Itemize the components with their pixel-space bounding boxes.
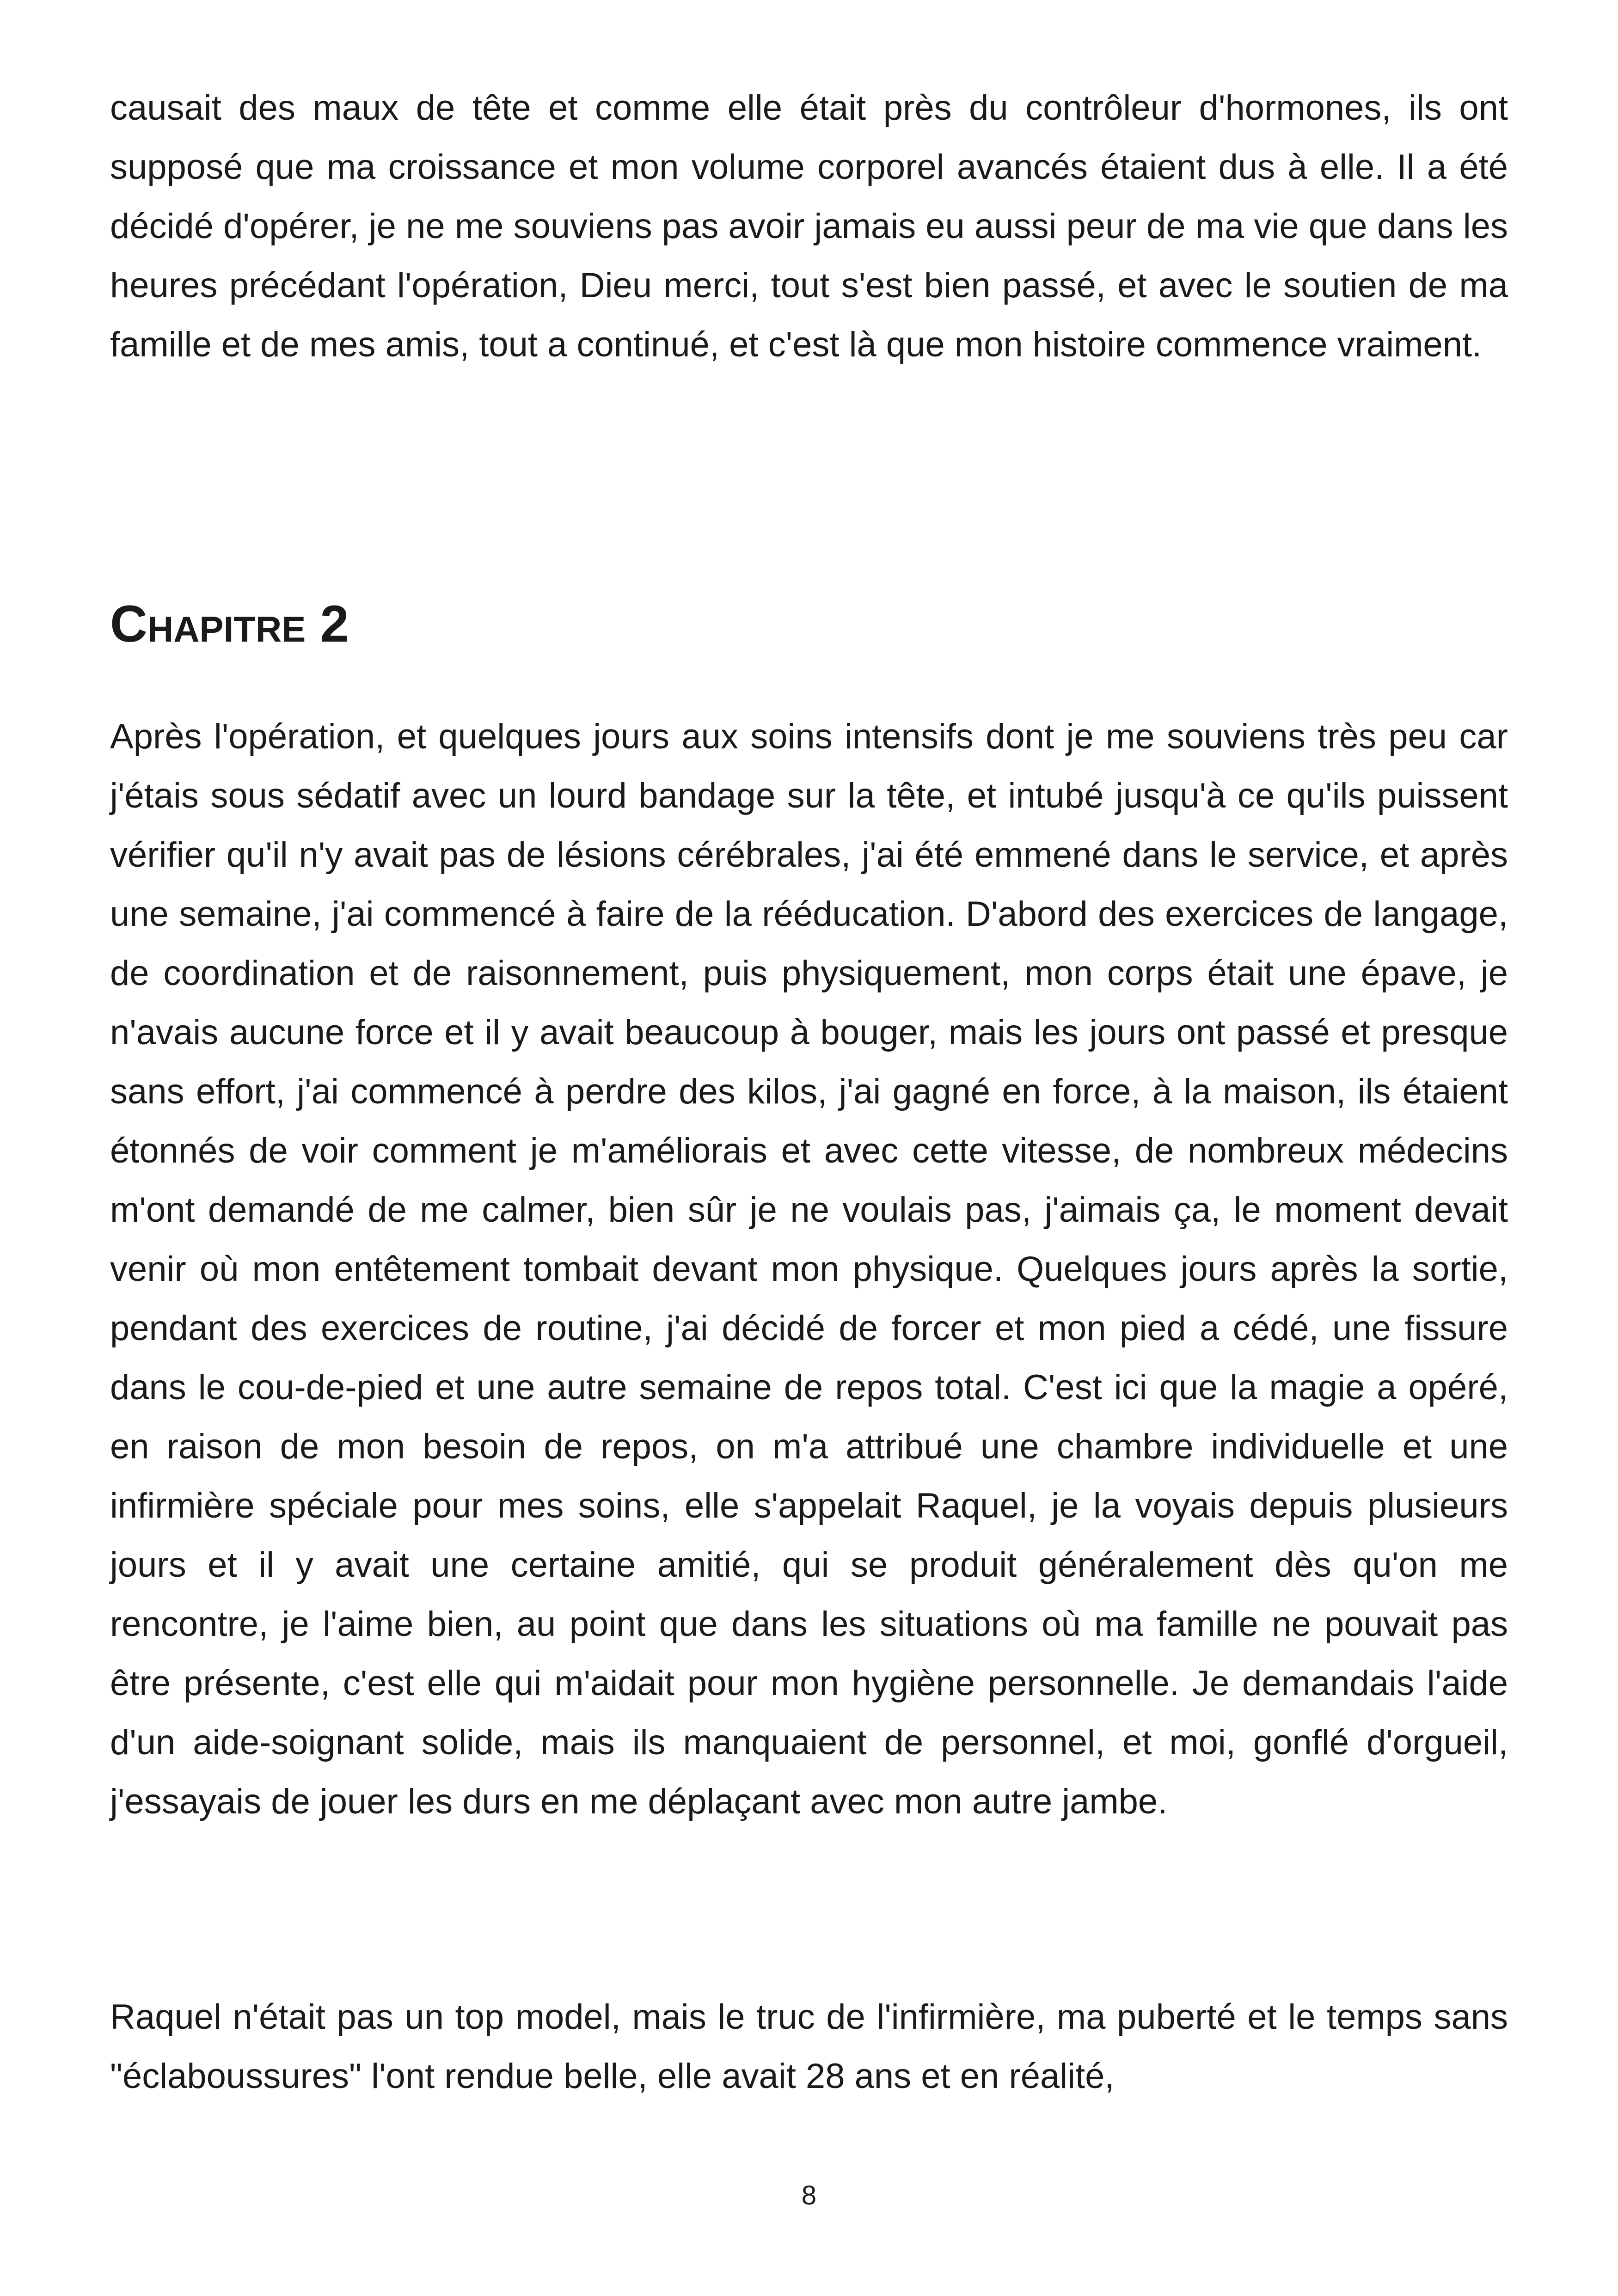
body-paragraph-2: Raquel n'était pas un top model, mais le truc de l'infirmière, ma puberté et le temps sans "éclaboussures" l'ont rendue belle, elle avait 28 ans et en réalité, xyxy=(110,1997,1508,2096)
chapter-heading: Chapitre 2 xyxy=(110,595,349,653)
page-number: 8 xyxy=(801,2180,817,2210)
body-paragraph-continued: causait des maux de tête et comme elle était près du contrôleur d'hormones, ils ont supposé que ma croissance et mon volume corporel avancés étaient dus à elle. Il a été décidé d'opérer, je ne me souviens pas avoir jamais eu aussi peur de ma vie que dans les heures précédant l'opération, Dieu merci, tout s'est bien passé, et avec le soutien de ma famille et de mes amis, tout a continué, et c'est là que mon histoire commence vraiment. xyxy=(110,88,1508,364)
body-paragraph-1: Après l'opération, et quelques jours aux soins intensifs dont je me souviens très peu car j'étais sous sédatif avec un lourd bandage sur la tête, et intubé jusqu'à ce qu'ils puissent vérifier qu'il n'y avait pas de lésions cérébrales, j'ai été emmené dans le service, et après une semaine, j'ai commencé à faire de la rééducation. D'abord des exercices de langage, de coordination et de raisonnement, puis physiquement, mon corps était une épave, je n'avais aucune force et il y avait beaucoup à bouger, mais les jours ont passé et presque sans effort, j'ai commencé à perdre des kilos, j'ai gagné en force, à la maison, ils étaient étonnés de voir comment je m'améliorais et avec cette vitesse, de nombreux médecins m'ont demandé de me calmer, bien sûr je ne voulais pas, j'aimais ça, le moment devait venir où mon entêtement tombait devant mon physique. Quelques jours après la sortie, pendant des exercices de routine, j'ai décidé de forcer et mon pied a cédé, une fissure dans le cou-de-pied et une autre semaine de repos total. C'est ici que la magie a opéré, en raison de mon besoin de repos, on m'a attribué une chambre individuelle et une infirmière spéciale pour mes soins, elle s'appelait Raquel, je la voyais depuis plusieurs jours et il y avait une certaine amitié, qui se produit généralement dès qu'on me rencontre, je l'aime bien, au point que dans les situations où ma famille ne pouvait pas être présente, c'est elle qui m'aidait pour mon hygiène personnelle. Je demandais l'aide d'un aide-soignant solide, mais ils manquaient de personnel, et moi, gonflé d'orgueil, j'essayais de jouer les durs en me déplaçant avec mon autre jambe. xyxy=(110,717,1508,1821)
